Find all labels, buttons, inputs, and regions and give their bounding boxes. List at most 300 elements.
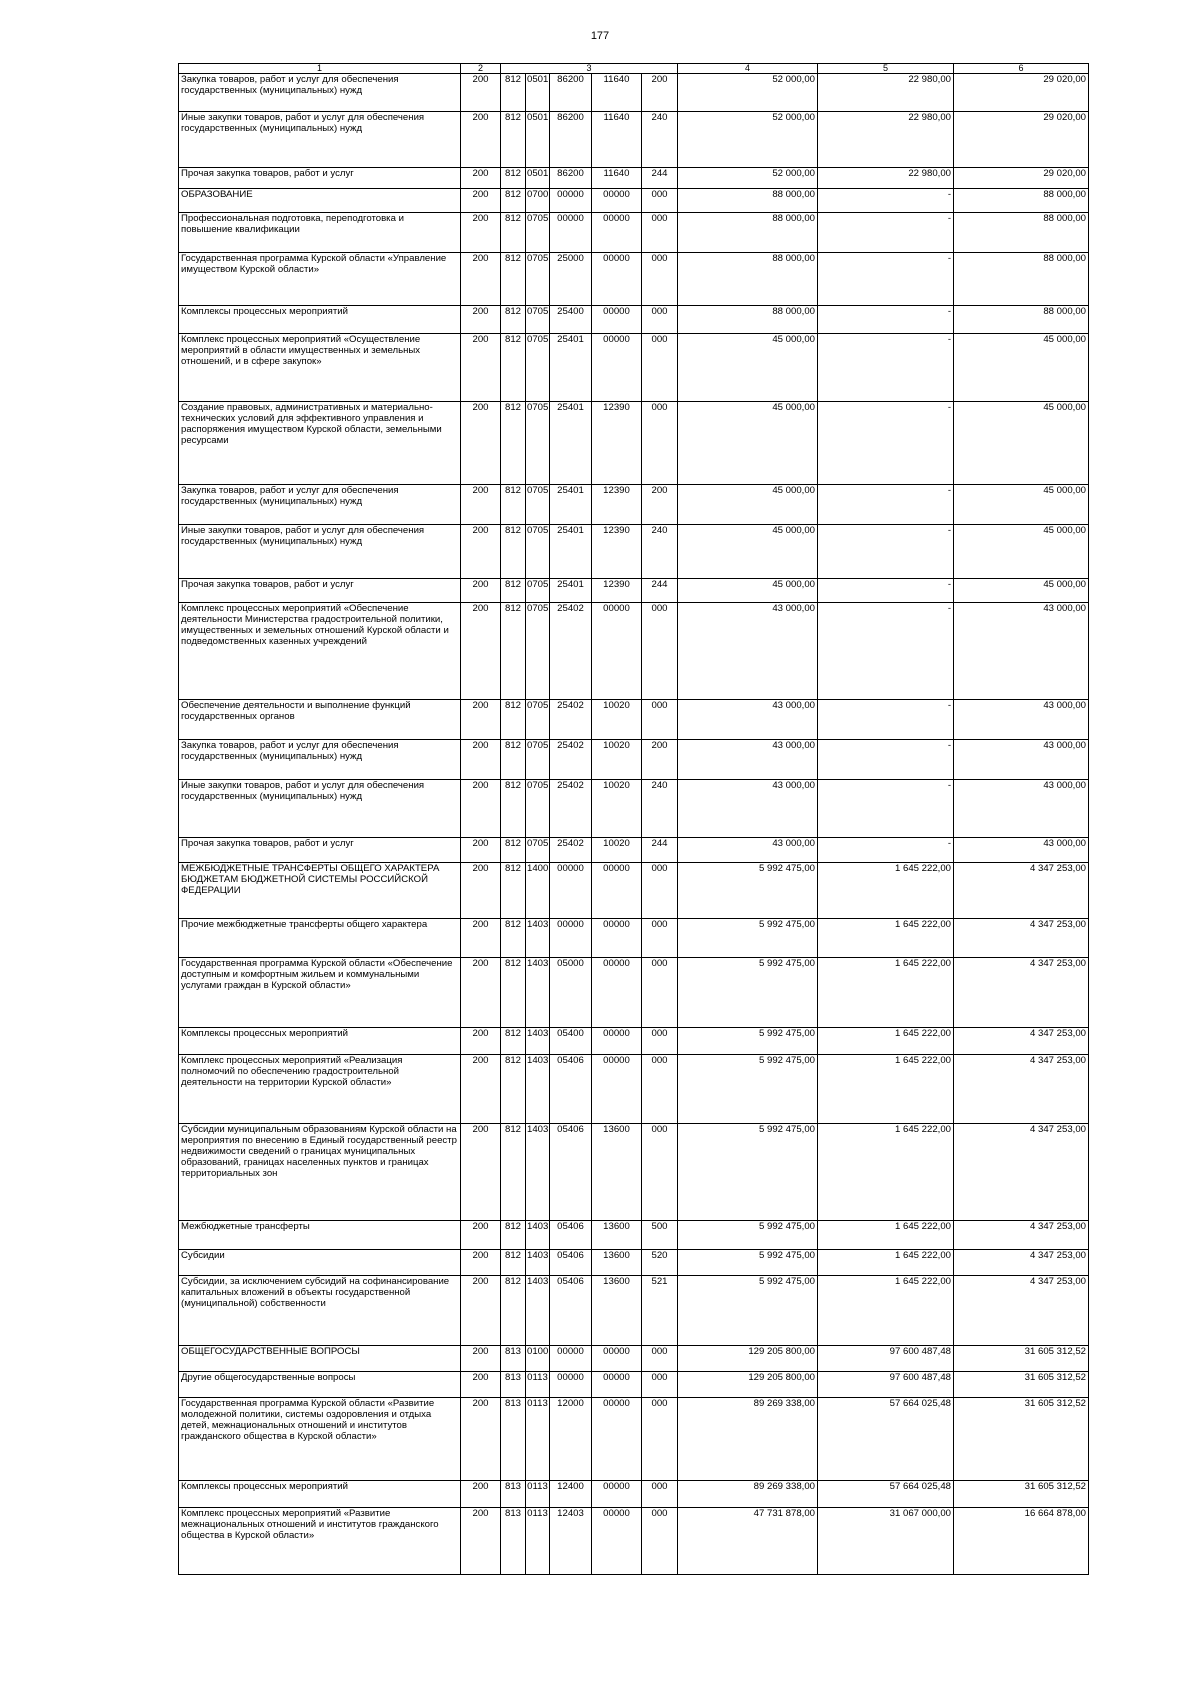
row-expense-type-cell: 000 (642, 402, 678, 485)
row-direction-code-cell: 13600 (592, 1250, 642, 1276)
row-code-2-cell: 200 (461, 919, 501, 958)
row-program-code-cell: 00000 (550, 863, 592, 919)
row-direction-code-cell: 00000 (592, 1372, 642, 1398)
row-code-2-cell: 200 (461, 1221, 501, 1250)
table-row (179, 74, 1089, 112)
row-amount-6-cell: 29 020,00 (954, 112, 1089, 168)
row-amount-6-cell: 4 347 253,00 (954, 1221, 1089, 1250)
table-row (179, 740, 1089, 780)
row-direction-code-cell: 00000 (592, 1346, 642, 1372)
row-code-2-cell: 200 (461, 1372, 501, 1398)
row-amount-5-cell: - (818, 780, 954, 838)
table-row (179, 1346, 1089, 1372)
row-section-code-cell: 1403 (526, 919, 550, 958)
row-expense-type-cell: 000 (642, 253, 678, 306)
row-amount-6-cell: 4 347 253,00 (954, 1055, 1089, 1124)
row-amount-6-cell: 31 605 312,52 (954, 1398, 1089, 1481)
row-amount-4-cell: 89 269 338,00 (678, 1398, 818, 1481)
table-body (179, 74, 1089, 1575)
row-ministry-code-cell: 812 (501, 1124, 526, 1221)
row-name-cell: Прочая закупка товаров, работ и услуг (179, 838, 461, 863)
row-section-code-cell: 1403 (526, 1276, 550, 1346)
row-expense-type-cell: 000 (642, 919, 678, 958)
row-expense-type-cell: 000 (642, 1055, 678, 1124)
row-amount-4-cell: 45 000,00 (678, 525, 818, 579)
row-amount-4-cell: 129 205 800,00 (678, 1372, 818, 1398)
row-code-2-cell: 200 (461, 168, 501, 189)
col-header-4: 4 (678, 64, 818, 74)
row-section-code-cell: 0705 (526, 253, 550, 306)
row-amount-6-cell: 45 000,00 (954, 334, 1089, 402)
table-row (179, 213, 1089, 253)
row-program-code-cell: 12400 (550, 1481, 592, 1508)
row-amount-5-cell: 97 600 487,48 (818, 1372, 954, 1398)
row-expense-type-cell: 244 (642, 838, 678, 863)
row-ministry-code-cell: 812 (501, 603, 526, 700)
row-expense-type-cell: 240 (642, 112, 678, 168)
row-expense-type-cell: 240 (642, 780, 678, 838)
row-amount-4-cell: 89 269 338,00 (678, 1481, 818, 1508)
row-ministry-code-cell: 812 (501, 863, 526, 919)
row-name-cell: Прочая закупка товаров, работ и услуг (179, 579, 461, 603)
page-number: 177 (590, 30, 610, 42)
row-amount-5-cell: - (818, 525, 954, 579)
row-amount-4-cell: 88 000,00 (678, 189, 818, 213)
row-name-cell: Комплекс процессных мероприятий «Реализация полномочий по обеспечению градостроительной деятельности на территории Курской области» (179, 1055, 461, 1124)
row-program-code-cell: 86200 (550, 112, 592, 168)
row-amount-6-cell: 45 000,00 (954, 579, 1089, 603)
row-amount-6-cell: 4 347 253,00 (954, 1250, 1089, 1276)
row-amount-5-cell: 1 645 222,00 (818, 1276, 954, 1346)
row-ministry-code-cell: 812 (501, 958, 526, 1028)
row-code-2-cell: 200 (461, 485, 501, 525)
row-amount-4-cell: 47 731 878,00 (678, 1508, 818, 1575)
row-amount-6-cell: 16 664 878,00 (954, 1508, 1089, 1575)
row-ministry-code-cell: 812 (501, 1028, 526, 1055)
row-section-code-cell: 1403 (526, 1028, 550, 1055)
row-amount-6-cell: 45 000,00 (954, 402, 1089, 485)
row-amount-6-cell: 4 347 253,00 (954, 919, 1089, 958)
row-amount-4-cell: 5 992 475,00 (678, 1055, 818, 1124)
row-expense-type-cell: 000 (642, 306, 678, 334)
row-ministry-code-cell: 813 (501, 1481, 526, 1508)
column-number-row (179, 64, 1089, 74)
table-row (179, 780, 1089, 838)
row-code-2-cell: 200 (461, 579, 501, 603)
row-section-code-cell: 0705 (526, 700, 550, 740)
row-name-cell: Субсидии, за исключением субсидий на софинансирование капитальных вложений в объекты государственной (муниципальной) собственности (179, 1276, 461, 1346)
row-section-code-cell: 0705 (526, 780, 550, 838)
row-program-code-cell: 25402 (550, 603, 592, 700)
table-row (179, 1124, 1089, 1221)
table-row (179, 485, 1089, 525)
row-ministry-code-cell: 812 (501, 112, 526, 168)
row-code-2-cell: 200 (461, 740, 501, 780)
row-expense-type-cell: 520 (642, 1250, 678, 1276)
row-expense-type-cell: 000 (642, 213, 678, 253)
row-direction-code-cell: 11640 (592, 74, 642, 112)
table-row (179, 958, 1089, 1028)
row-expense-type-cell: 000 (642, 958, 678, 1028)
row-program-code-cell: 25401 (550, 402, 592, 485)
row-ministry-code-cell: 812 (501, 1250, 526, 1276)
row-program-code-cell: 00000 (550, 213, 592, 253)
row-code-2-cell: 200 (461, 74, 501, 112)
row-ministry-code-cell: 812 (501, 780, 526, 838)
row-section-code-cell: 0705 (526, 402, 550, 485)
row-expense-type-cell: 200 (642, 74, 678, 112)
row-name-cell: Профессиональная подготовка, переподготовка и повышение квалификации (179, 213, 461, 253)
row-direction-code-cell: 00000 (592, 1481, 642, 1508)
row-name-cell: Обеспечение деятельности и выполнение функций государственных органов (179, 700, 461, 740)
row-ministry-code-cell: 813 (501, 1372, 526, 1398)
row-section-code-cell: 0501 (526, 112, 550, 168)
row-ministry-code-cell: 812 (501, 700, 526, 740)
row-direction-code-cell: 00000 (592, 958, 642, 1028)
table-row (179, 1508, 1089, 1575)
row-direction-code-cell: 00000 (592, 1508, 642, 1575)
row-amount-5-cell: - (818, 485, 954, 525)
row-code-2-cell: 200 (461, 1250, 501, 1276)
table-row (179, 603, 1089, 700)
row-ministry-code-cell: 812 (501, 838, 526, 863)
row-ministry-code-cell: 812 (501, 334, 526, 402)
row-direction-code-cell: 10020 (592, 780, 642, 838)
row-amount-4-cell: 5 992 475,00 (678, 1276, 818, 1346)
row-expense-type-cell: 000 (642, 603, 678, 700)
row-expense-type-cell: 000 (642, 1124, 678, 1221)
row-amount-4-cell: 43 000,00 (678, 603, 818, 700)
row-name-cell: ОБЩЕГОСУДАРСТВЕННЫЕ ВОПРОСЫ (179, 1346, 461, 1372)
row-direction-code-cell: 11640 (592, 168, 642, 189)
row-ministry-code-cell: 812 (501, 189, 526, 213)
row-name-cell: Комплексы процессных мероприятий (179, 1028, 461, 1055)
row-program-code-cell: 25402 (550, 780, 592, 838)
row-expense-type-cell: 000 (642, 1346, 678, 1372)
row-ministry-code-cell: 812 (501, 306, 526, 334)
row-code-2-cell: 200 (461, 402, 501, 485)
col-header-2: 2 (461, 64, 501, 74)
row-program-code-cell: 05000 (550, 958, 592, 1028)
row-amount-4-cell: 43 000,00 (678, 700, 818, 740)
row-section-code-cell: 0100 (526, 1346, 550, 1372)
table-row (179, 579, 1089, 603)
row-name-cell: Комплекс процессных мероприятий «Осуществление мероприятий в области имущественных и земельных отношений, и в сфере закупок» (179, 334, 461, 402)
row-ministry-code-cell: 812 (501, 919, 526, 958)
row-program-code-cell: 00000 (550, 189, 592, 213)
row-amount-4-cell: 45 000,00 (678, 485, 818, 525)
row-amount-5-cell: 1 645 222,00 (818, 958, 954, 1028)
row-expense-type-cell: 500 (642, 1221, 678, 1250)
row-amount-6-cell: 88 000,00 (954, 306, 1089, 334)
row-ministry-code-cell: 812 (501, 213, 526, 253)
row-amount-6-cell: 43 000,00 (954, 700, 1089, 740)
col-header-1: 1 (179, 64, 461, 74)
row-name-cell: Комплексы процессных мероприятий (179, 1481, 461, 1508)
row-program-code-cell: 86200 (550, 168, 592, 189)
row-name-cell: Закупка товаров, работ и услуг для обеспечения государственных (муниципальных) нужд (179, 74, 461, 112)
row-direction-code-cell: 00000 (592, 213, 642, 253)
table-row (179, 1055, 1089, 1124)
row-amount-4-cell: 5 992 475,00 (678, 958, 818, 1028)
col-header-5: 5 (818, 64, 954, 74)
table-row (179, 700, 1089, 740)
row-amount-4-cell: 129 205 800,00 (678, 1346, 818, 1372)
row-program-code-cell: 05406 (550, 1124, 592, 1221)
row-direction-code-cell: 00000 (592, 1398, 642, 1481)
row-direction-code-cell: 10020 (592, 740, 642, 780)
row-section-code-cell: 1403 (526, 1250, 550, 1276)
row-direction-code-cell: 13600 (592, 1124, 642, 1221)
row-section-code-cell: 0705 (526, 579, 550, 603)
row-ministry-code-cell: 813 (501, 1508, 526, 1575)
row-amount-6-cell: 29 020,00 (954, 74, 1089, 112)
table-row (179, 402, 1089, 485)
row-amount-6-cell: 4 347 253,00 (954, 863, 1089, 919)
row-program-code-cell: 25400 (550, 306, 592, 334)
row-code-2-cell: 200 (461, 1028, 501, 1055)
row-direction-code-cell: 12390 (592, 485, 642, 525)
row-ministry-code-cell: 812 (501, 740, 526, 780)
row-direction-code-cell: 11640 (592, 112, 642, 168)
row-amount-5-cell: - (818, 402, 954, 485)
row-name-cell: Закупка товаров, работ и услуг для обеспечения государственных (муниципальных) нужд (179, 740, 461, 780)
row-amount-6-cell: 31 605 312,52 (954, 1481, 1089, 1508)
row-expense-type-cell: 000 (642, 1028, 678, 1055)
row-name-cell: Комплекс процессных мероприятий «Развитие межнациональных отношений и институтов гражданского общества в Курской области» (179, 1508, 461, 1575)
row-amount-4-cell: 43 000,00 (678, 838, 818, 863)
row-amount-5-cell: - (818, 189, 954, 213)
row-section-code-cell: 0705 (526, 740, 550, 780)
row-code-2-cell: 200 (461, 306, 501, 334)
row-amount-5-cell: - (818, 306, 954, 334)
row-amount-5-cell: - (818, 334, 954, 402)
row-section-code-cell: 0705 (526, 603, 550, 700)
row-amount-6-cell: 4 347 253,00 (954, 958, 1089, 1028)
row-amount-6-cell: 43 000,00 (954, 780, 1089, 838)
row-program-code-cell: 05406 (550, 1276, 592, 1346)
row-direction-code-cell: 00000 (592, 306, 642, 334)
row-name-cell: Прочие межбюджетные трансферты общего характера (179, 919, 461, 958)
row-program-code-cell: 05406 (550, 1250, 592, 1276)
row-name-cell: Другие общегосударственные вопросы (179, 1372, 461, 1398)
row-expense-type-cell: 200 (642, 485, 678, 525)
table-row (179, 838, 1089, 863)
row-direction-code-cell: 12390 (592, 402, 642, 485)
row-program-code-cell: 25401 (550, 525, 592, 579)
row-direction-code-cell: 12390 (592, 579, 642, 603)
row-program-code-cell: 12000 (550, 1398, 592, 1481)
row-name-cell: Государственная программа Курской области «Развитие молодежной политики, системы оздоровления и отдыха детей, межнациональных отношений и институтов гражданского общества в Курской области» (179, 1398, 461, 1481)
table-row (179, 919, 1089, 958)
row-name-cell: Комплекс процессных мероприятий «Обеспечение деятельности Министерства градостроительной политики, имущественных и земельных отношений Курской области и подведомственных казенных учреждений (179, 603, 461, 700)
row-amount-4-cell: 52 000,00 (678, 168, 818, 189)
row-ministry-code-cell: 812 (501, 402, 526, 485)
row-code-2-cell: 200 (461, 1276, 501, 1346)
row-section-code-cell: 0501 (526, 168, 550, 189)
row-program-code-cell: 25402 (550, 700, 592, 740)
row-expense-type-cell: 521 (642, 1276, 678, 1346)
row-amount-5-cell: 1 645 222,00 (818, 1221, 954, 1250)
row-section-code-cell: 0705 (526, 525, 550, 579)
row-name-cell: ОБРАЗОВАНИЕ (179, 189, 461, 213)
row-program-code-cell: 00000 (550, 919, 592, 958)
row-section-code-cell: 0113 (526, 1372, 550, 1398)
row-amount-5-cell: 1 645 222,00 (818, 1028, 954, 1055)
table-row (179, 525, 1089, 579)
row-program-code-cell: 05406 (550, 1221, 592, 1250)
row-amount-6-cell: 88 000,00 (954, 213, 1089, 253)
table-row (179, 1398, 1089, 1481)
row-code-2-cell: 200 (461, 253, 501, 306)
row-direction-code-cell: 00000 (592, 603, 642, 700)
row-code-2-cell: 200 (461, 213, 501, 253)
row-name-cell: Закупка товаров, работ и услуг для обеспечения государственных (муниципальных) нужд (179, 485, 461, 525)
row-program-code-cell: 25402 (550, 838, 592, 863)
row-amount-6-cell: 31 605 312,52 (954, 1372, 1089, 1398)
row-section-code-cell: 0501 (526, 74, 550, 112)
row-direction-code-cell: 00000 (592, 253, 642, 306)
row-amount-4-cell: 5 992 475,00 (678, 1028, 818, 1055)
table-row (179, 112, 1089, 168)
row-section-code-cell: 0113 (526, 1398, 550, 1481)
row-program-code-cell: 05406 (550, 1055, 592, 1124)
row-code-2-cell: 200 (461, 1346, 501, 1372)
row-program-code-cell: 25402 (550, 740, 592, 780)
row-expense-type-cell: 240 (642, 525, 678, 579)
row-code-2-cell: 200 (461, 189, 501, 213)
row-ministry-code-cell: 812 (501, 1221, 526, 1250)
row-section-code-cell: 0705 (526, 485, 550, 525)
row-section-code-cell: 1403 (526, 1055, 550, 1124)
row-section-code-cell: 0705 (526, 334, 550, 402)
row-name-cell: Государственная программа Курской области «Управление имуществом Курской области» (179, 253, 461, 306)
row-name-cell: Иные закупки товаров, работ и услуг для обеспечения государственных (муниципальных) нужд (179, 525, 461, 579)
row-direction-code-cell: 00000 (592, 863, 642, 919)
row-expense-type-cell: 000 (642, 700, 678, 740)
row-code-2-cell: 200 (461, 1481, 501, 1508)
row-direction-code-cell: 13600 (592, 1221, 642, 1250)
row-code-2-cell: 200 (461, 863, 501, 919)
row-amount-4-cell: 5 992 475,00 (678, 919, 818, 958)
row-amount-4-cell: 88 000,00 (678, 213, 818, 253)
row-amount-6-cell: 45 000,00 (954, 485, 1089, 525)
row-section-code-cell: 0113 (526, 1508, 550, 1575)
row-expense-type-cell: 000 (642, 863, 678, 919)
row-section-code-cell: 1403 (526, 958, 550, 1028)
row-direction-code-cell: 12390 (592, 525, 642, 579)
row-amount-5-cell: 1 645 222,00 (818, 919, 954, 958)
row-amount-6-cell: 43 000,00 (954, 838, 1089, 863)
row-program-code-cell: 12403 (550, 1508, 592, 1575)
row-amount-4-cell: 43 000,00 (678, 740, 818, 780)
row-amount-5-cell: 1 645 222,00 (818, 1055, 954, 1124)
table-row (179, 1276, 1089, 1346)
row-direction-code-cell: 00000 (592, 919, 642, 958)
table-row (179, 334, 1089, 402)
row-ministry-code-cell: 812 (501, 485, 526, 525)
row-ministry-code-cell: 812 (501, 525, 526, 579)
row-direction-code-cell: 00000 (592, 1028, 642, 1055)
row-amount-6-cell: 43 000,00 (954, 740, 1089, 780)
row-amount-5-cell: - (818, 603, 954, 700)
row-code-2-cell: 200 (461, 838, 501, 863)
row-name-cell: МЕЖБЮДЖЕТНЫЕ ТРАНСФЕРТЫ ОБЩЕГО ХАРАКТЕРА БЮДЖЕТАМ БЮДЖЕТНОЙ СИСТЕМЫ РОССИЙСКОЙ ФЕДЕРАЦИИ (179, 863, 461, 919)
row-program-code-cell: 86200 (550, 74, 592, 112)
row-code-2-cell: 200 (461, 700, 501, 740)
row-program-code-cell: 25401 (550, 485, 592, 525)
row-section-code-cell: 0705 (526, 306, 550, 334)
row-direction-code-cell: 10020 (592, 700, 642, 740)
row-code-2-cell: 200 (461, 603, 501, 700)
row-program-code-cell: 25401 (550, 579, 592, 603)
row-amount-4-cell: 45 000,00 (678, 579, 818, 603)
row-amount-5-cell: 57 664 025,48 (818, 1481, 954, 1508)
row-expense-type-cell: 244 (642, 168, 678, 189)
row-ministry-code-cell: 812 (501, 74, 526, 112)
row-amount-6-cell: 4 347 253,00 (954, 1276, 1089, 1346)
table-row (179, 1250, 1089, 1276)
row-code-2-cell: 200 (461, 1508, 501, 1575)
row-name-cell: Прочая закупка товаров, работ и услуг (179, 168, 461, 189)
row-amount-6-cell: 45 000,00 (954, 525, 1089, 579)
row-amount-5-cell: 22 980,00 (818, 74, 954, 112)
table-row (179, 863, 1089, 919)
row-ministry-code-cell: 812 (501, 1055, 526, 1124)
row-amount-6-cell: 88 000,00 (954, 253, 1089, 306)
row-code-2-cell: 200 (461, 1124, 501, 1221)
row-section-code-cell: 1403 (526, 1124, 550, 1221)
row-amount-4-cell: 45 000,00 (678, 402, 818, 485)
row-section-code-cell: 0113 (526, 1481, 550, 1508)
row-amount-6-cell: 29 020,00 (954, 168, 1089, 189)
row-section-code-cell: 0700 (526, 189, 550, 213)
row-program-code-cell: 05400 (550, 1028, 592, 1055)
row-ministry-code-cell: 812 (501, 253, 526, 306)
table-row (179, 1481, 1089, 1508)
row-ministry-code-cell: 812 (501, 1276, 526, 1346)
row-name-cell: Создание правовых, административных и материально-технических условий для эффективного управления и распоряжения имуществом Курской области, земельными ресурсами (179, 402, 461, 485)
table-row (179, 253, 1089, 306)
row-amount-6-cell: 4 347 253,00 (954, 1124, 1089, 1221)
row-direction-code-cell: 13600 (592, 1276, 642, 1346)
row-amount-5-cell: - (818, 838, 954, 863)
row-name-cell: Иные закупки товаров, работ и услуг для обеспечения государственных (муниципальных) нужд (179, 780, 461, 838)
row-name-cell: Иные закупки товаров, работ и услуг для обеспечения государственных (муниципальных) нужд (179, 112, 461, 168)
row-amount-4-cell: 5 992 475,00 (678, 863, 818, 919)
row-program-code-cell: 00000 (550, 1346, 592, 1372)
row-direction-code-cell: 00000 (592, 1055, 642, 1124)
col-header-6: 6 (954, 64, 1089, 74)
row-ministry-code-cell: 813 (501, 1398, 526, 1481)
table-row (179, 189, 1089, 213)
row-amount-6-cell: 88 000,00 (954, 189, 1089, 213)
row-direction-code-cell: 10020 (592, 838, 642, 863)
row-amount-5-cell: 1 645 222,00 (818, 1250, 954, 1276)
row-section-code-cell: 1400 (526, 863, 550, 919)
row-amount-5-cell: 1 645 222,00 (818, 863, 954, 919)
table-row (179, 1372, 1089, 1398)
row-expense-type-cell: 000 (642, 334, 678, 402)
row-name-cell: Субсидии (179, 1250, 461, 1276)
row-amount-4-cell: 88 000,00 (678, 306, 818, 334)
row-name-cell: Государственная программа Курской области «Обеспечение доступным и комфортным жильем и коммунальными услугами граждан в Курской области» (179, 958, 461, 1028)
row-amount-4-cell: 88 000,00 (678, 253, 818, 306)
row-expense-type-cell: 000 (642, 1372, 678, 1398)
row-expense-type-cell: 000 (642, 189, 678, 213)
row-amount-5-cell: 22 980,00 (818, 112, 954, 168)
row-ministry-code-cell: 812 (501, 168, 526, 189)
